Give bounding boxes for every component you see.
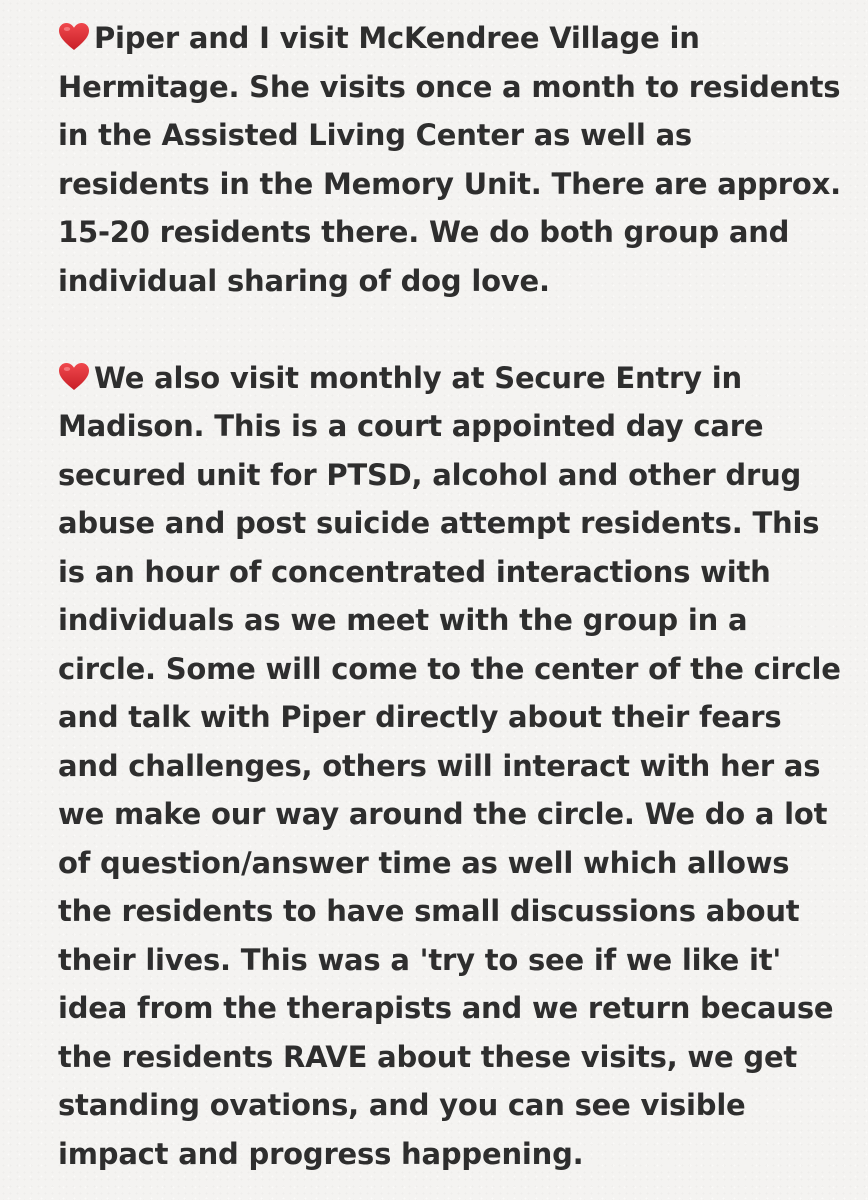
red-heart-icon bbox=[58, 362, 90, 392]
paragraph-mckendree bbox=[58, 14, 848, 305]
paragraph-secure-entry bbox=[58, 354, 848, 1179]
paragraph-text: We also visit monthly at Secure Entry in Madison. This is a court appointed day care secured unit for PTSD, alcohol and other drug abuse and post suicide attempt residents. This is an hour of concentrated interactions with individuals as we meet with the group in a circle. Some will come to the center of the circle and talk with Piper directly about their fears and challenges, others will interact with her as we make our way around the circle. We do a lot of question/answer time as well which allows the residents to have small discussions about their lives. This was a 'try to see if we like it' idea from the therapists and we return because the residents RAVE about these visits, we get standing ovations, and you can see visible impact and progress happening. bbox=[58, 360, 841, 1171]
paragraph-text: Piper and I visit McKendree Village in Hermitage. She visits once a month to residents in the Assisted Living Center as well as residents in the Memory Unit. There are approx. 15-20 residents there. We do both group and individual sharing of dog love. bbox=[58, 21, 841, 298]
note-body bbox=[58, 14, 848, 1178]
red-heart-icon bbox=[58, 22, 90, 52]
